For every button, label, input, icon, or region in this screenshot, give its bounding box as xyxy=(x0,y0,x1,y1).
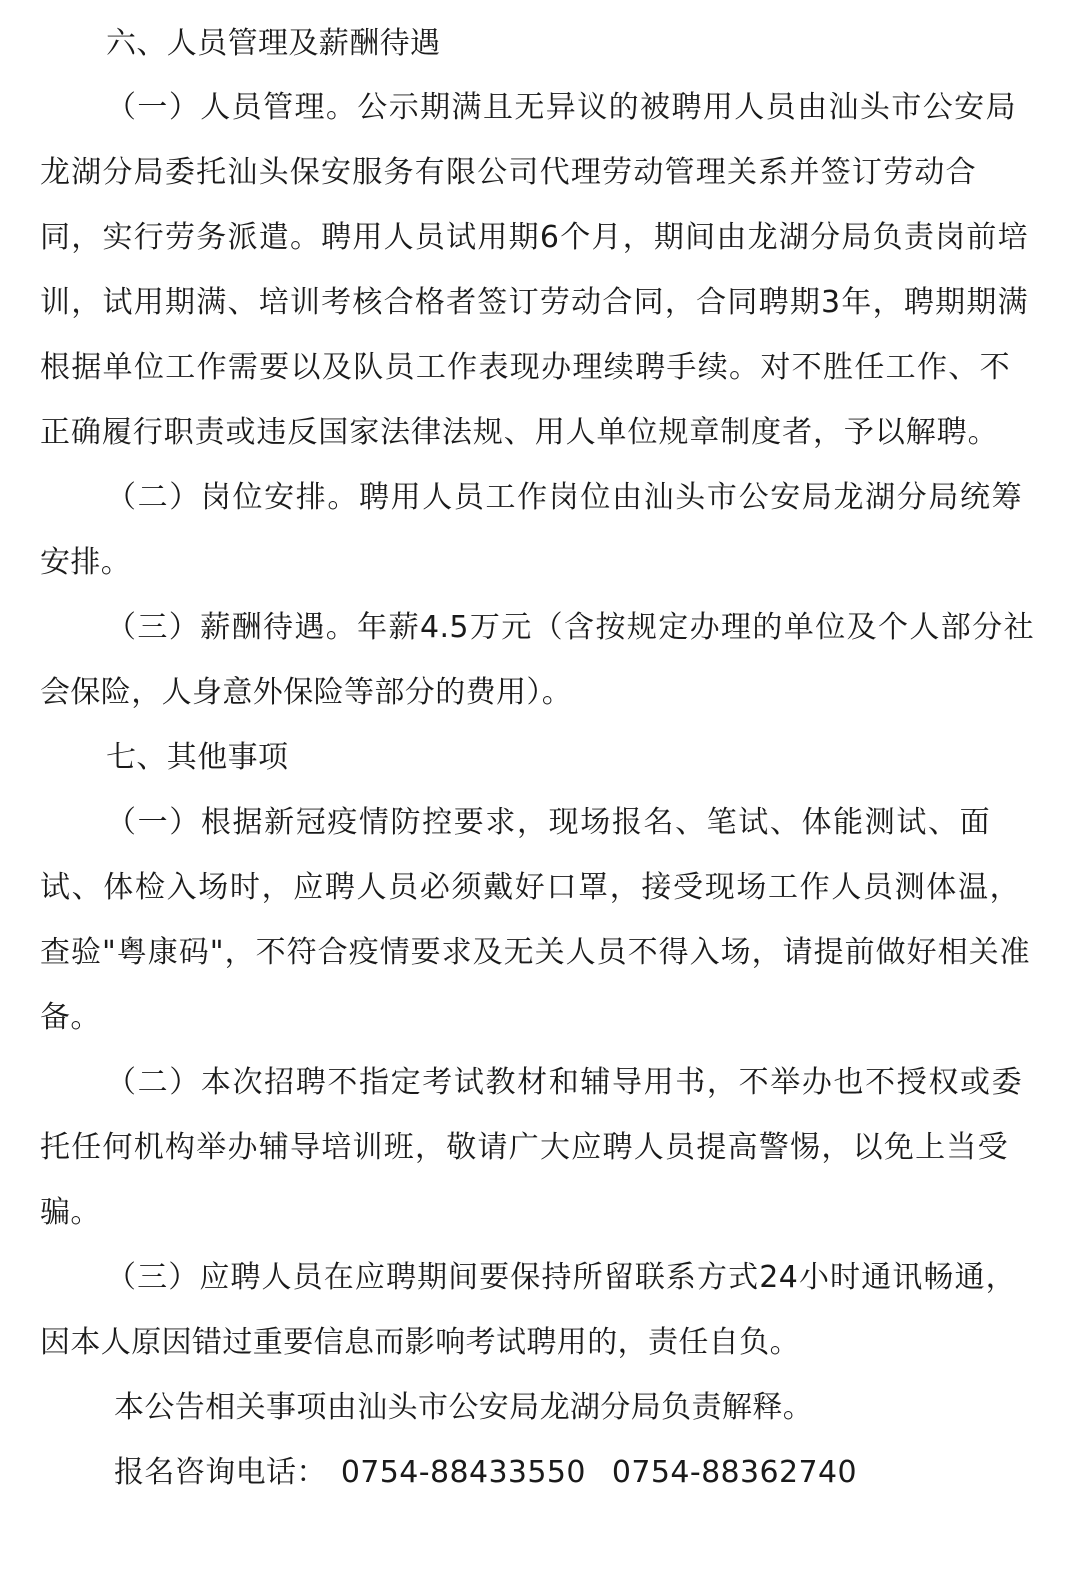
section-6-heading: 六、人员管理及薪酬待遇 xyxy=(106,26,441,61)
phone-label: 报名咨询电话： xyxy=(114,1455,327,1490)
paragraph-line: 会保险，人身意外保险等部分的费用）。 xyxy=(40,675,573,710)
section-7-heading: 七、其他事项 xyxy=(106,740,289,775)
paragraph-line: 骗。 xyxy=(40,1195,101,1230)
phone-number-2: 0754-88362740 xyxy=(611,1455,857,1490)
paragraph-line: （二）岗位安排。聘用人员工作岗位由汕头市公安局龙湖分局统筹 xyxy=(106,480,1022,515)
paragraph-line: 龙湖分局委托汕头保安服务有限公司代理劳动管理关系并签订劳动合 xyxy=(40,155,976,190)
paragraph-line: 训，试用期满、培训考核合格者签订劳动合同，合同聘期3年，聘期期满 xyxy=(40,285,1028,320)
paragraph-line: 备。 xyxy=(40,1000,101,1035)
closing-note: 本公告相关事项由汕头市公安局龙湖分局负责解释。 xyxy=(114,1390,814,1425)
paragraph-line: 查验"粤康码"，不符合疫情要求及无关人员不得入场，请提前做好相关准 xyxy=(40,935,1030,970)
phone-number-1: 0754-88433550 xyxy=(340,1455,586,1490)
paragraph-line: （一）根据新冠疫情防控要求，现场报名、笔试、体能测试、面 xyxy=(106,805,990,840)
paragraph-line: 因本人原因错过重要信息而影响考试聘用的，责任自负。 xyxy=(40,1325,800,1360)
paragraph-line: （二）本次招聘不指定考试教材和辅导用书，不举办也不授权或委 xyxy=(106,1065,1022,1100)
paragraph-line: 同，实行劳务派遣。聘用人员试用期6个月，期间由龙湖分局负责岗前培 xyxy=(40,220,1028,255)
paragraph-line: （三）应聘人员在应聘期间要保持所留联系方式24小时通讯畅通， xyxy=(106,1260,1016,1295)
paragraph-line: 正确履行职责或违反国家法律法规、用人单位规章制度者，予以解聘。 xyxy=(40,415,998,450)
paragraph-line: （一）人员管理。公示期满且无异议的被聘用人员由汕头市公安局 xyxy=(106,90,1016,125)
paragraph-line: 试、体检入场时，应聘人员必须戴好口罩，接受现场工作人员测体温， xyxy=(40,870,1020,905)
paragraph-line: （三）薪酬待遇。年薪4.5万元（含按规定办理的单位及个人部分社 xyxy=(106,610,1034,645)
paragraph-line: 安排。 xyxy=(40,545,132,580)
contact-phone-line xyxy=(114,1451,857,1495)
paragraph-line: 根据单位工作需要以及队员工作表现办理续聘手续。对不胜任工作、不 xyxy=(40,350,1010,385)
paragraph-line: 托任何机构举办辅导培训班，敬请广大应聘人员提高警惕，以免上当受 xyxy=(40,1130,1008,1165)
